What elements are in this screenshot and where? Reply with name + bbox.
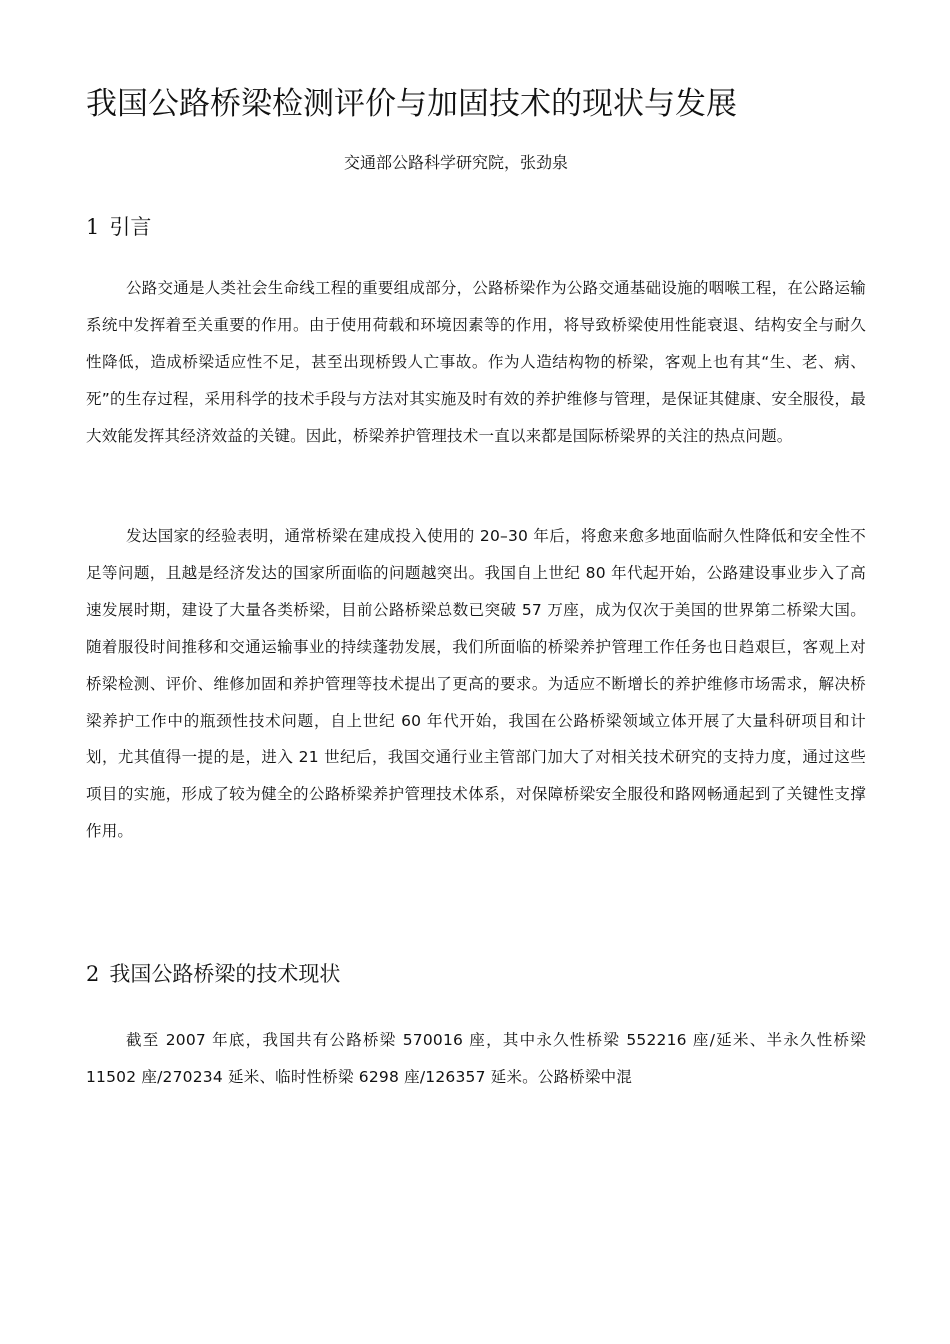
section-number: 2 xyxy=(86,962,100,986)
section-title: 引言 xyxy=(109,215,152,239)
paragraph: 发达国家的经验表明，通常桥梁在建成投入使用的 20–30 年后，将愈来愈多地面临耐久性降低和安全性不足等问题，且越是经济发达的国家所面临的问题越突出。我国自上世纪 80 年代起开始，公路建设事业步入了高速发展时期，建设了大量各类桥梁，目前公路桥梁总数已突破 57 万座，成为仅次于美国的世界第二桥梁大国。随着服役时间推移和交通运输事业的持续蓬勃发展，我们所面临的桥梁养护管理工作任务也日趋艰巨，客观上对桥梁检测、评价、维修加固和养护管理等技术提出了更高的要求。为适应不断增长的养护维修市场需求，解决桥梁养护工作中的瓶颈性技术问题，自上世纪 60 年代开始，我国在公路桥梁领域立体开展了大量科研项目和计划，尤其值得一提的是，进入 21 世纪后，我国交通行业主管部门加大了对相关技术研究的支持力度，通过这些项目的实施，形成了较为健全的公路桥梁养护管理技术体系，对保障桥梁安全服役和路网畅通起到了关键性支撑作用。 xyxy=(86,527,866,841)
section-heading-2 xyxy=(86,959,340,989)
document-title: 我国公路桥梁检测评价与加固技术的现状与发展 xyxy=(86,86,737,122)
paragraph: 公路交通是人类社会生命线工程的重要组成部分，公路桥梁作为公路交通基础设施的咽喉工程，在公路运输系统中发挥着至关重要的作用。由于使用荷载和环境因素等的作用，将导致桥梁使用性能衰退、结构安全与耐久性降低，造成桥梁适应性不足，甚至出现桥毁人亡事故。作为人造结构物的桥梁，客观上也有其“生、老、病、死”的生存过程，采用科学的技术手段与方法对其实施及时有效的养护维修与管理，是保证其健康、安全服役，最大效能发挥其经济效益的关键。因此，桥梁养护管理技术一直以来都是国际桥梁界的关注的热点问题。 xyxy=(86,279,866,445)
section-heading-1 xyxy=(86,212,151,242)
section-number: 1 xyxy=(86,215,100,239)
author-line: 交通部公路科学研究院，张劲泉 xyxy=(344,153,569,172)
paragraph: 截至 2007 年底，我国共有公路桥梁 570016 座，其中永久性桥梁 552216 座/延米、半永久性桥梁 11502 座/270234 延米、临时性桥梁 6298 座/126357 延米。公路桥梁中混 xyxy=(86,1031,866,1086)
section-title: 我国公路桥梁的技术现状 xyxy=(109,962,341,986)
